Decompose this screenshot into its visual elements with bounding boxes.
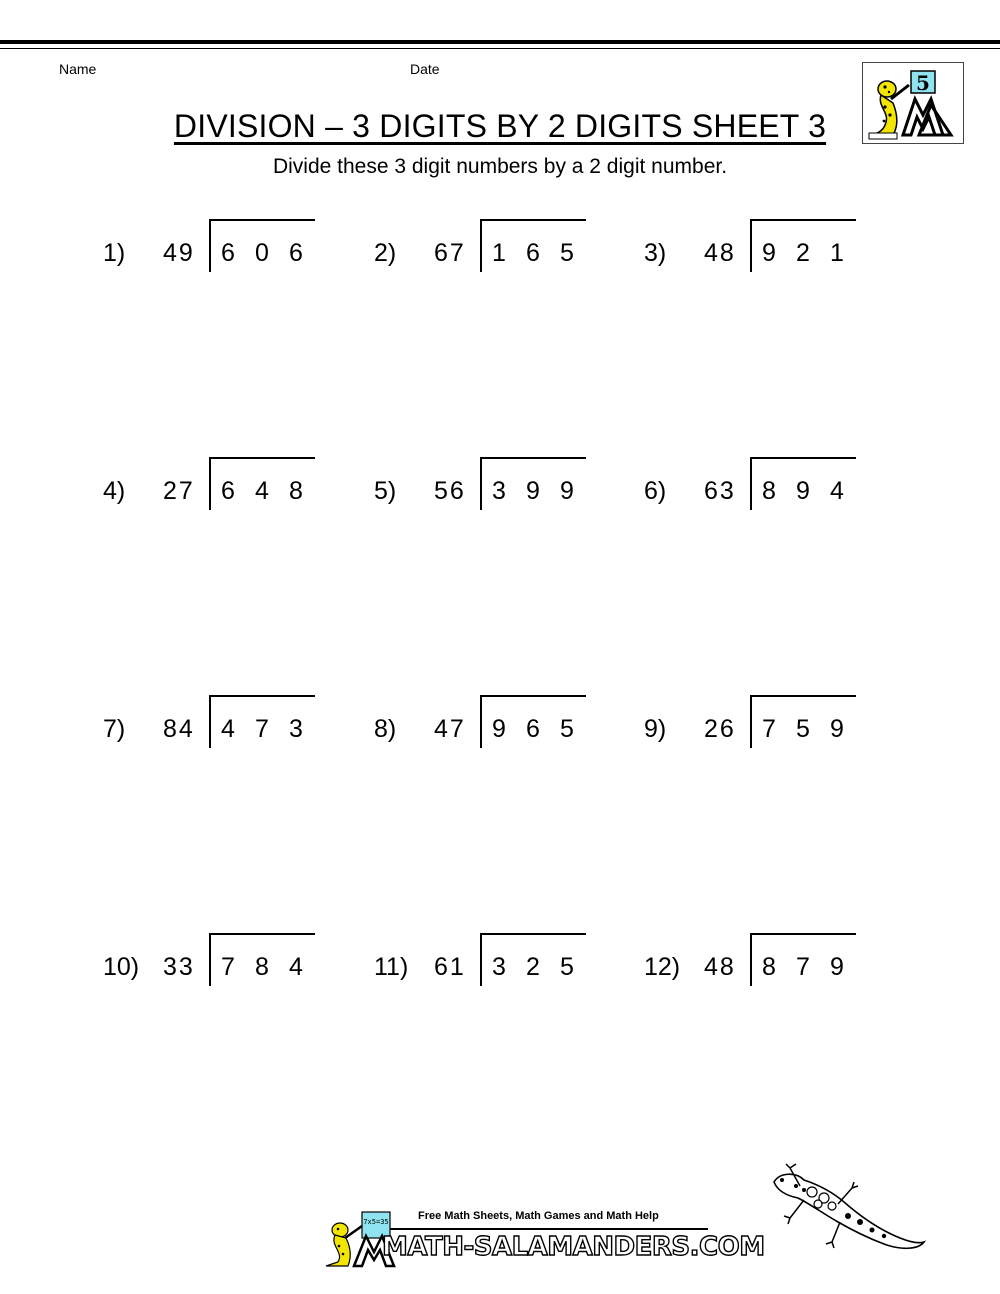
divisor: 33 (163, 953, 195, 981)
dividend-digit: 9 (526, 477, 541, 505)
dividend-digit: 5 (796, 715, 811, 743)
dividend (221, 945, 323, 989)
problem-number: 10) (103, 953, 140, 981)
dividend-digit: 6 (526, 239, 541, 267)
dividend-digit: 3 (492, 953, 507, 981)
divisor: 47 (434, 715, 466, 743)
dividend-digit: 4 (289, 953, 304, 981)
problem-number: 11) (374, 953, 409, 981)
dividend-digit: 6 (221, 477, 236, 505)
salamander-illustration (760, 1160, 930, 1260)
dividend (221, 231, 323, 275)
footer-rule (390, 1228, 708, 1230)
divisor: 49 (163, 239, 195, 267)
dividend-digit: 8 (289, 477, 304, 505)
dividend-digit: 9 (492, 715, 507, 743)
division-problem (103, 469, 323, 513)
problem-number: 12) (644, 953, 681, 981)
divisor: 56 (434, 477, 466, 505)
dividend (762, 469, 864, 513)
division-problem (374, 945, 594, 989)
dividend-digit: 7 (762, 715, 777, 743)
logo-sign-text: 7x5=35 (363, 1218, 389, 1226)
name-label: Name (59, 61, 97, 77)
division-problem (374, 231, 594, 275)
dividend-digit: 7 (796, 953, 811, 981)
worksheet-title: DIVISION – 3 DIGITS BY 2 DIGITS SHEET 3 (173, 108, 827, 144)
dividend-digit: 1 (492, 239, 507, 267)
worksheet-instructions: Divide these 3 digit numbers by a 2 digit number. (272, 155, 728, 178)
dividend-digit: 4 (830, 477, 845, 505)
dividend (762, 231, 864, 275)
divisor: 26 (704, 715, 736, 743)
grade-number: 5 (916, 71, 930, 95)
dividend-digit: 7 (221, 953, 236, 981)
problem-number: 6) (644, 477, 667, 505)
dividend-digit: 9 (830, 953, 845, 981)
problem-number: 1) (103, 239, 126, 267)
dividend-digit: 0 (255, 239, 270, 267)
date-label: Date (410, 61, 440, 77)
divisor: 48 (704, 953, 736, 981)
problem-number: 3) (644, 239, 667, 267)
division-problem (103, 945, 323, 989)
division-problem (374, 707, 594, 751)
footer-tagline: Free Math Sheets, Math Games and Math Help (418, 1210, 659, 1222)
dividend-digit: 7 (255, 715, 270, 743)
grade-logo (862, 62, 964, 144)
divisor: 63 (704, 477, 736, 505)
dividend-digit: 2 (796, 239, 811, 267)
dividend-digit: 5 (560, 953, 575, 981)
problem-number: 5) (374, 477, 397, 505)
dividend (492, 469, 594, 513)
dividend (221, 707, 323, 751)
problem-number: 7) (103, 715, 126, 743)
dividend-digit: 8 (762, 953, 777, 981)
problem-number: 9) (644, 715, 667, 743)
dividend-digit: 9 (762, 239, 777, 267)
dividend-digit: 3 (492, 477, 507, 505)
division-problem (374, 469, 594, 513)
dividend-digit: 9 (560, 477, 575, 505)
dividend-digit: 3 (289, 715, 304, 743)
divisor: 61 (434, 953, 466, 981)
division-problem (644, 945, 864, 989)
dividend (492, 707, 594, 751)
dividend-digit: 6 (289, 239, 304, 267)
dividend-digit: 9 (796, 477, 811, 505)
divisor: 67 (434, 239, 466, 267)
dividend-digit: 9 (830, 715, 845, 743)
dividend-digit: 6 (526, 715, 541, 743)
division-problem (644, 469, 864, 513)
dividend (762, 945, 864, 989)
top-rule (0, 40, 1000, 44)
division-problem (103, 707, 323, 751)
dividend-digit: 5 (560, 239, 575, 267)
division-problem (644, 231, 864, 275)
dividend-digit: 8 (762, 477, 777, 505)
dividend-digit: 5 (560, 715, 575, 743)
dividend (762, 707, 864, 751)
problem-number: 8) (374, 715, 397, 743)
division-problem (644, 707, 864, 751)
dividend-digit: 8 (255, 953, 270, 981)
problem-number: 4) (103, 477, 126, 505)
dividend-digit: 1 (830, 239, 845, 267)
dividend (492, 945, 594, 989)
division-problem (103, 231, 323, 275)
dividend (492, 231, 594, 275)
dividend (221, 469, 323, 513)
divisor: 48 (704, 239, 736, 267)
dividend-digit: 4 (255, 477, 270, 505)
divisor: 84 (163, 715, 195, 743)
dividend-digit: 6 (221, 239, 236, 267)
divisor: 27 (163, 477, 195, 505)
footer-site-link[interactable]: MATH-SALAMANDERS.COM (382, 1232, 765, 1262)
dividend-digit: 4 (221, 715, 236, 743)
top-rule-thin (0, 48, 1000, 49)
problem-number: 2) (374, 239, 397, 267)
dividend-digit: 2 (526, 953, 541, 981)
